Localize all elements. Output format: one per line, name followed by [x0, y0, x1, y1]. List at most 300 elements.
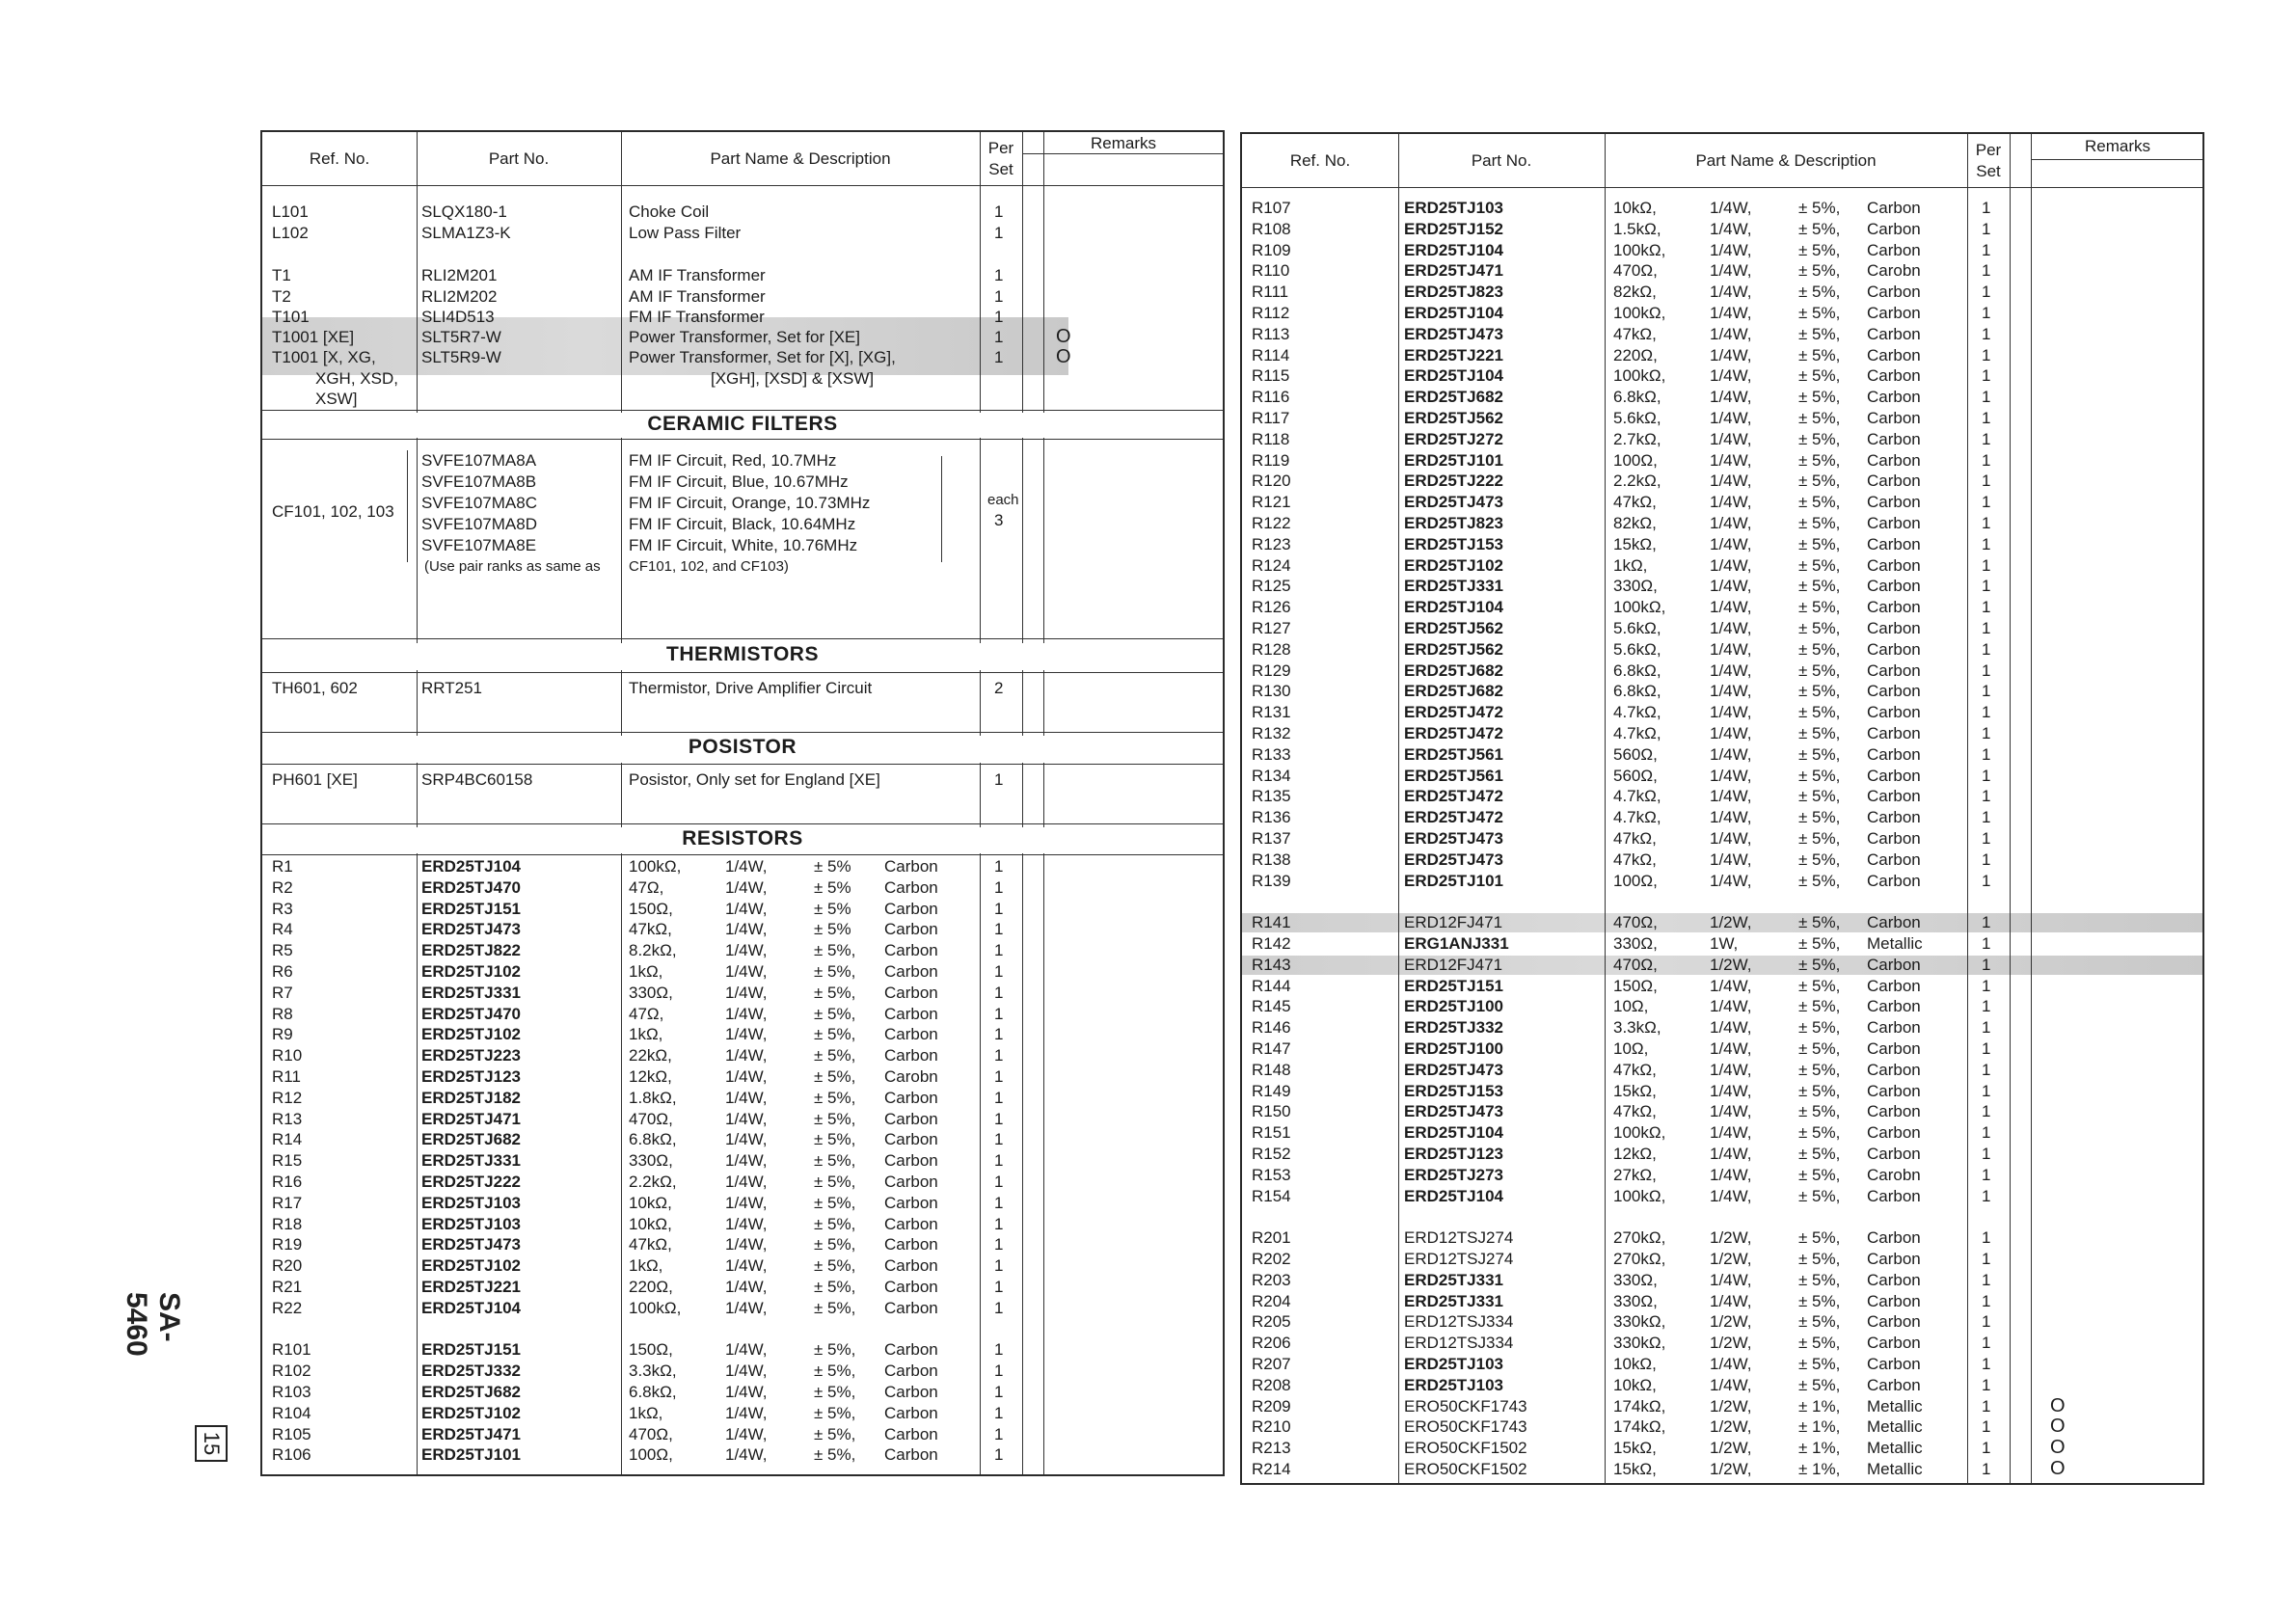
wattage: 1W,: [1710, 934, 1739, 953]
wattage: 1/4W,: [1710, 1355, 1752, 1373]
material: Carbon: [1867, 1291, 1921, 1310]
resistor-row[interactable]: [1242, 1017, 2202, 1038]
resistor-row[interactable]: [1242, 639, 2202, 661]
resistance: 2.2kΩ,: [1613, 472, 1661, 491]
material: Carbon: [1867, 304, 1921, 322]
per-set: 1: [1982, 1123, 1991, 1143]
tolerance: ± 5%,: [1798, 514, 1841, 532]
resistor-row[interactable]: [1242, 1291, 2202, 1312]
resistor-row[interactable]: [1242, 1101, 2202, 1122]
tolerance: ± 5%,: [814, 1004, 856, 1023]
wattage: 1/4W,: [725, 1025, 768, 1044]
part-row[interactable]: [262, 327, 1223, 348]
per-set: 1: [994, 224, 1004, 242]
resistor-row[interactable]: [1242, 1396, 2202, 1417]
wattage: 1/4W,: [725, 1424, 768, 1443]
per-set: 1: [994, 1278, 1004, 1296]
ref: R203: [1252, 1270, 1291, 1289]
wattage: 1/4W,: [1710, 1081, 1752, 1100]
material: Carbon: [1867, 744, 1921, 764]
part-row[interactable]: [262, 265, 1223, 286]
ref: R14: [272, 1130, 303, 1149]
ref: R104: [272, 1403, 311, 1422]
per-set: 1: [1982, 829, 1991, 848]
wattage: 1/4W,: [725, 1130, 768, 1149]
ceramic-row[interactable]: [262, 472, 1223, 493]
tolerance: ± 5%,: [1798, 1123, 1841, 1143]
resistance: 47kΩ,: [1613, 1102, 1657, 1121]
part-no: ERD25TJ151: [421, 899, 522, 918]
material: Carbon: [1867, 1250, 1921, 1268]
tolerance: ± 5%,: [1798, 913, 1841, 932]
thermistor-row[interactable]: [262, 678, 1223, 699]
resistance: 2.7kΩ,: [1613, 429, 1661, 448]
part-no: ERD25TJ123: [421, 1067, 522, 1086]
part-no: ERD25TJ471: [421, 1424, 522, 1443]
description: FM IF Circuit, Orange, 10.73MHz: [629, 494, 871, 512]
resistor-row[interactable]: [1242, 1186, 2202, 1207]
material: Carbon: [1867, 871, 1921, 890]
part-row[interactable]: [262, 307, 1223, 328]
tolerance: ± 5%,: [814, 941, 856, 960]
part-no: ERD25TJ103: [421, 1214, 522, 1233]
resistor-row[interactable]: [1242, 1459, 2202, 1480]
resistance: 1kΩ,: [629, 1025, 663, 1044]
part-no: ERD25TJ103: [1404, 199, 1504, 217]
resistor-row[interactable]: [262, 1193, 1223, 1214]
tolerance: ± 5%,: [1798, 1165, 1841, 1184]
resistor-row[interactable]: [262, 961, 1223, 983]
resistor-row[interactable]: [262, 1277, 1223, 1298]
resistor-row[interactable]: [1242, 661, 2202, 682]
part-no: ERD25TJ104: [421, 857, 522, 876]
resistance: 150Ω,: [1613, 976, 1658, 995]
description: FM IF Transformer: [629, 308, 765, 326]
row-divider: [262, 439, 1223, 440]
part-no: ERD25TJ104: [1404, 240, 1504, 259]
ref: R128: [1252, 639, 1291, 659]
tolerance: ± 5%,: [1798, 598, 1841, 617]
resistor-row[interactable]: [1242, 1311, 2202, 1333]
part-no: ERD25TJ561: [1404, 744, 1504, 764]
resistor-row[interactable]: [1242, 1416, 2202, 1438]
resistor-row[interactable]: [1242, 240, 2202, 261]
resistor-row[interactable]: [262, 940, 1223, 961]
tolerance: ± 5%,: [1798, 324, 1841, 343]
wattage: 1/4W,: [1710, 514, 1752, 532]
material: Carbon: [1867, 1270, 1921, 1289]
tolerance: ± 5%: [814, 920, 851, 939]
resistance: 470Ω,: [629, 1109, 673, 1128]
resistor-row[interactable]: [262, 1403, 1223, 1424]
per-set: 1: [1982, 450, 1991, 470]
resistor-row[interactable]: [1242, 849, 2202, 871]
per-set: 1: [1982, 787, 1991, 806]
resistor-row[interactable]: [1242, 555, 2202, 577]
resistance: 270kΩ,: [1613, 1228, 1666, 1248]
resistance: 1kΩ,: [1613, 555, 1648, 575]
resistor-row[interactable]: [1242, 1333, 2202, 1354]
per-set: 1: [1982, 1250, 1991, 1268]
material: Carobn: [1867, 1165, 1921, 1184]
wattage: 1/2W,: [1710, 1228, 1752, 1248]
part-no: ERD25TJ823: [1404, 283, 1504, 302]
resistor-row[interactable]: [1242, 976, 2202, 997]
resistance: 100kΩ,: [1613, 304, 1666, 322]
part-no: ERD25TJ822: [421, 941, 522, 960]
ceramic-row[interactable]: [262, 535, 1223, 556]
resistor-row[interactable]: [1242, 1122, 2202, 1144]
material: Carbon: [884, 1214, 938, 1233]
part-no: ERD12TSJ334: [1404, 1312, 1514, 1332]
wattage: 1/2W,: [1710, 1396, 1752, 1416]
per-set: 1: [1982, 493, 1991, 512]
tolerance: ± 5%,: [1798, 1291, 1841, 1310]
ceramic-row[interactable]: [262, 450, 1223, 472]
tolerance: ± 5%,: [814, 1109, 856, 1128]
resistor-row[interactable]: [262, 1234, 1223, 1255]
resistor-row[interactable]: [1242, 513, 2202, 534]
wattage: 1/4W,: [1710, 703, 1752, 722]
material: Carbon: [1867, 493, 1921, 512]
resistor-row[interactable]: [1242, 198, 2202, 219]
part-no: SLMA1Z3-K: [421, 224, 511, 242]
part-row[interactable]: [262, 202, 1223, 223]
ref: R13: [272, 1109, 303, 1128]
resistance: 22kΩ,: [629, 1046, 672, 1065]
tolerance: ± 5%,: [814, 1025, 856, 1044]
ref: PH601 [XE]: [272, 770, 358, 789]
resistance: 10Ω,: [1613, 997, 1649, 1016]
resistor-row[interactable]: [1242, 324, 2202, 345]
resistor-row[interactable]: [1242, 1081, 2202, 1102]
per-set: 1: [994, 920, 1004, 939]
resistor-row[interactable]: [1242, 1038, 2202, 1060]
part-row[interactable]: [262, 286, 1223, 308]
per-set: 1: [1982, 1417, 1991, 1437]
material: Carbon: [884, 1278, 938, 1296]
resistor-row[interactable]: [1242, 1438, 2202, 1459]
header-remarks: Remarks: [2084, 137, 2150, 155]
material: Carbon: [1867, 1102, 1921, 1121]
part-no: ERD25TJ682: [421, 1383, 522, 1401]
part-row[interactable]: [262, 223, 1223, 244]
material: Metallic: [1867, 1396, 1923, 1416]
resistance: 47kΩ,: [1613, 324, 1657, 343]
resistor-row[interactable]: [1242, 702, 2202, 723]
wattage: 1/4W,: [1710, 1375, 1752, 1394]
tolerance: ± 5%: [814, 857, 851, 876]
material: Metallic: [1867, 1439, 1923, 1458]
resistor-row[interactable]: [1242, 807, 2202, 828]
per-set: 1: [994, 1214, 1004, 1233]
ref: R147: [1252, 1039, 1291, 1058]
resistor-row[interactable]: [1242, 996, 2202, 1017]
part-no: ERD25TJ102: [421, 1256, 522, 1276]
resistor-row[interactable]: [262, 1004, 1223, 1025]
ref: R101: [272, 1340, 311, 1360]
resistor-row[interactable]: [1242, 933, 2202, 955]
tolerance: ± 5%,: [1798, 639, 1841, 659]
per-set: 1: [1982, 724, 1991, 742]
material: Carbon: [1867, 1018, 1921, 1038]
posistor-row[interactable]: [262, 769, 1223, 791]
tolerance: ± 5%,: [1798, 661, 1841, 680]
part-no: ERD12TSJ274: [1404, 1228, 1514, 1248]
row-divider: [2031, 159, 2202, 160]
resistor-row[interactable]: [1242, 1060, 2202, 1081]
tolerance: ± 5%,: [1798, 829, 1841, 848]
material: Carbon: [884, 1424, 938, 1443]
wattage: 1/4W,: [725, 877, 768, 897]
tolerance: ± 5%,: [1798, 577, 1841, 596]
per-set: 1: [1982, 1018, 1991, 1038]
resistance: 100kΩ,: [1613, 598, 1666, 617]
resistor-row[interactable]: [262, 1255, 1223, 1277]
resistor-row[interactable]: [1242, 1270, 2202, 1291]
resistance: 330kΩ,: [1613, 1334, 1666, 1353]
tolerance: ± 5%,: [814, 1278, 856, 1296]
part-no: SLT5R7-W: [421, 328, 501, 346]
resistor-row[interactable]: [1242, 1144, 2202, 1165]
resistor-row[interactable]: [1242, 576, 2202, 597]
ref: T1001 [X, XG,: [272, 348, 376, 366]
part-no: ERD25TJ682: [421, 1130, 522, 1149]
per-set: 1: [994, 899, 1004, 918]
tolerance: ± 5%,: [1798, 345, 1841, 364]
resistance: 330Ω,: [1613, 577, 1658, 596]
per-set: 1: [1982, 1081, 1991, 1100]
resistor-row[interactable]: [262, 1444, 1223, 1466]
resistor-row[interactable]: [1242, 450, 2202, 472]
resistor-row[interactable]: [262, 1045, 1223, 1066]
tolerance: ± 5%,: [814, 1067, 856, 1086]
part-no: ERD25TJ473: [1404, 849, 1504, 869]
material: Carbon: [1867, 1355, 1921, 1373]
part-no: ERD12TSJ334: [1404, 1334, 1514, 1353]
tolerance: ± 5%,: [1798, 429, 1841, 448]
part-no: ERD25TJ222: [1404, 472, 1504, 491]
ref: R116: [1252, 388, 1290, 407]
wattage: 1/4W,: [725, 1340, 768, 1360]
resistor-row[interactable]: [262, 899, 1223, 920]
per-set: 1: [1982, 409, 1991, 427]
ref: TH601, 602: [272, 679, 358, 697]
resistor-row[interactable]: [1242, 1249, 2202, 1270]
resistor-row[interactable]: [262, 1172, 1223, 1193]
part-row[interactable]: [262, 347, 1223, 368]
resistor-row[interactable]: [1242, 408, 2202, 429]
ref: R205: [1252, 1312, 1291, 1332]
resistor-row[interactable]: [1242, 744, 2202, 766]
per-set: 1: [1982, 661, 1991, 680]
tolerance: ± 5%: [814, 899, 851, 918]
resistor-row[interactable]: [262, 1150, 1223, 1172]
wattage: 1/4W,: [725, 1067, 768, 1086]
resistor-row[interactable]: [1242, 471, 2202, 492]
resistor-row[interactable]: [1242, 345, 2202, 366]
resistor-row[interactable]: [1242, 786, 2202, 807]
ref: R130: [1252, 682, 1291, 701]
wattage: 1/2W,: [1710, 913, 1752, 932]
material: Carbon: [1867, 849, 1921, 869]
resistor-row[interactable]: [262, 1214, 1223, 1235]
resistance: 100Ω,: [1613, 450, 1658, 470]
resistor-row[interactable]: [1242, 1165, 2202, 1186]
wattage: 1/4W,: [1710, 283, 1752, 302]
resistor-row[interactable]: [1242, 429, 2202, 450]
resistor-row[interactable]: [262, 1024, 1223, 1045]
resistor-row[interactable]: [262, 1298, 1223, 1319]
resistor-row[interactable]: [1242, 282, 2202, 303]
resistance: 100kΩ,: [1613, 366, 1666, 386]
resistance: 270kΩ,: [1613, 1250, 1666, 1268]
resistor-row[interactable]: [1242, 365, 2202, 387]
ref: R15: [272, 1151, 303, 1171]
material: Carbon: [1867, 639, 1921, 659]
resistor-row[interactable]: [1242, 681, 2202, 702]
ceramic-row[interactable]: [262, 493, 1223, 514]
part-no: ERD25TJ223: [421, 1046, 522, 1065]
ceramic-row[interactable]: [262, 514, 1223, 535]
wattage: 1/4W,: [1710, 409, 1752, 427]
resistor-row[interactable]: [262, 1109, 1223, 1130]
tolerance: ± 5%,: [814, 1445, 856, 1465]
ref: R206: [1252, 1334, 1291, 1353]
resistor-row[interactable]: [1242, 1227, 2202, 1249]
tolerance: ± 5%,: [1798, 1102, 1841, 1121]
part-no: ERD25TJ101: [1404, 871, 1504, 890]
material: Carbon: [884, 1193, 938, 1212]
resistor-row[interactable]: [1242, 871, 2202, 892]
part-no: SLI4D513: [421, 308, 495, 326]
material: Carbon: [1867, 555, 1921, 575]
resistance: 1kΩ,: [629, 962, 663, 981]
resistor-row[interactable]: [1242, 597, 2202, 618]
resistor-row[interactable]: [262, 1382, 1223, 1403]
resistance: 330Ω,: [1613, 934, 1658, 953]
per-set: 1: [1982, 345, 1991, 364]
per-set: 1: [994, 941, 1004, 960]
ref: R114: [1252, 345, 1290, 364]
wattage: 1/4W,: [725, 1256, 768, 1276]
ref: R111: [1252, 283, 1289, 302]
per-set: 1: [1982, 682, 1991, 701]
part-no: SVFE107MA8B: [421, 472, 537, 491]
tolerance: ± 5%,: [814, 1130, 856, 1149]
part-no: ERD25TJ332: [421, 1362, 522, 1381]
wattage: 1/4W,: [1710, 1039, 1752, 1058]
per-set: 1: [1982, 199, 1991, 217]
ref: R11: [272, 1067, 301, 1086]
ref: R143: [1252, 955, 1291, 974]
wattage: 1/2W,: [1710, 1439, 1752, 1458]
part-no: SRP4BC60158: [421, 770, 533, 789]
ref: R146: [1252, 1018, 1291, 1038]
resistor-row[interactable]: [262, 983, 1223, 1004]
per-set: 1: [1982, 429, 1991, 448]
resistor-row[interactable]: [262, 1424, 1223, 1445]
resistor-row[interactable]: [1242, 387, 2202, 408]
material: Carbon: [884, 1403, 938, 1422]
tolerance: ± 5%,: [1798, 997, 1841, 1016]
resistance: 560Ω,: [1613, 766, 1658, 785]
resistor-row[interactable]: [1242, 828, 2202, 849]
resistance: 15kΩ,: [1613, 1460, 1657, 1478]
resistor-row[interactable]: [262, 877, 1223, 899]
ref: R209: [1252, 1396, 1291, 1416]
resistance: 330Ω,: [1613, 1291, 1658, 1310]
resistor-row[interactable]: [262, 856, 1223, 877]
wattage: 1/4W,: [1710, 240, 1752, 259]
resistor-row[interactable]: [1242, 912, 2202, 933]
ref: R149: [1252, 1081, 1291, 1100]
resistor-row[interactable]: [262, 1066, 1223, 1088]
wattage: 1/4W,: [725, 1193, 768, 1212]
resistor-row[interactable]: [1242, 618, 2202, 639]
per-set: 1: [1982, 366, 1991, 386]
resistor-row[interactable]: [1242, 1354, 2202, 1375]
tolerance: ± 5%,: [1798, 388, 1841, 407]
per-set: 1: [994, 857, 1004, 876]
resistor-row[interactable]: [262, 919, 1223, 940]
row-divider: [262, 823, 1223, 824]
resistor-row[interactable]: [1242, 260, 2202, 282]
ref: R152: [1252, 1145, 1291, 1163]
ref: R21: [272, 1278, 303, 1296]
ref: R107: [1252, 199, 1291, 217]
resistor-row[interactable]: [262, 1339, 1223, 1361]
wattage: 1/4W,: [1710, 1060, 1752, 1079]
resistor-row[interactable]: [262, 1129, 1223, 1150]
tolerance: ± 5%: [814, 877, 851, 897]
resistance: 47Ω,: [629, 877, 664, 897]
tolerance: ± 5%,: [1798, 1270, 1841, 1289]
per-set: 1: [1982, 324, 1991, 343]
part-no: ERD25TJ562: [1404, 639, 1504, 659]
wattage: 1/4W,: [1710, 1291, 1752, 1310]
resistance: 330Ω,: [629, 983, 673, 1002]
resistor-row[interactable]: [1242, 723, 2202, 744]
part-no: RLI2M202: [421, 287, 498, 306]
resistor-row[interactable]: [1242, 766, 2202, 787]
resistor-row[interactable]: [1242, 492, 2202, 513]
resistance: 47kΩ,: [1613, 849, 1657, 869]
description: AM IF Transformer: [629, 287, 766, 306]
resistance: 100kΩ,: [629, 1298, 682, 1317]
resistance: 12kΩ,: [1613, 1145, 1657, 1163]
wattage: 1/4W,: [1710, 1102, 1752, 1121]
part-no: ERD25TJ473: [1404, 493, 1504, 512]
resistor-row[interactable]: [1242, 219, 2202, 240]
ref: R113: [1252, 324, 1290, 343]
part-no: SVFE107MA8D: [421, 515, 537, 533]
description: FM IF Circuit, Red, 10.7MHz: [629, 451, 837, 470]
ref: R118: [1252, 429, 1290, 448]
resistor-row[interactable]: [1242, 955, 2202, 976]
resistor-row[interactable]: [262, 1088, 1223, 1109]
part-no: ERD25TJ100: [1404, 1039, 1504, 1058]
wattage: 1/4W,: [1710, 534, 1752, 553]
tolerance: ± 5%,: [814, 1193, 856, 1212]
resistor-row[interactable]: [262, 1361, 1223, 1382]
resistor-row[interactable]: [1242, 303, 2202, 324]
resistance: 3.3kΩ,: [1613, 1018, 1661, 1038]
ref: R112: [1252, 304, 1290, 322]
resistor-row[interactable]: [1242, 1375, 2202, 1396]
resistor-row[interactable]: [1242, 534, 2202, 555]
per-set: 1: [1982, 1145, 1991, 1163]
